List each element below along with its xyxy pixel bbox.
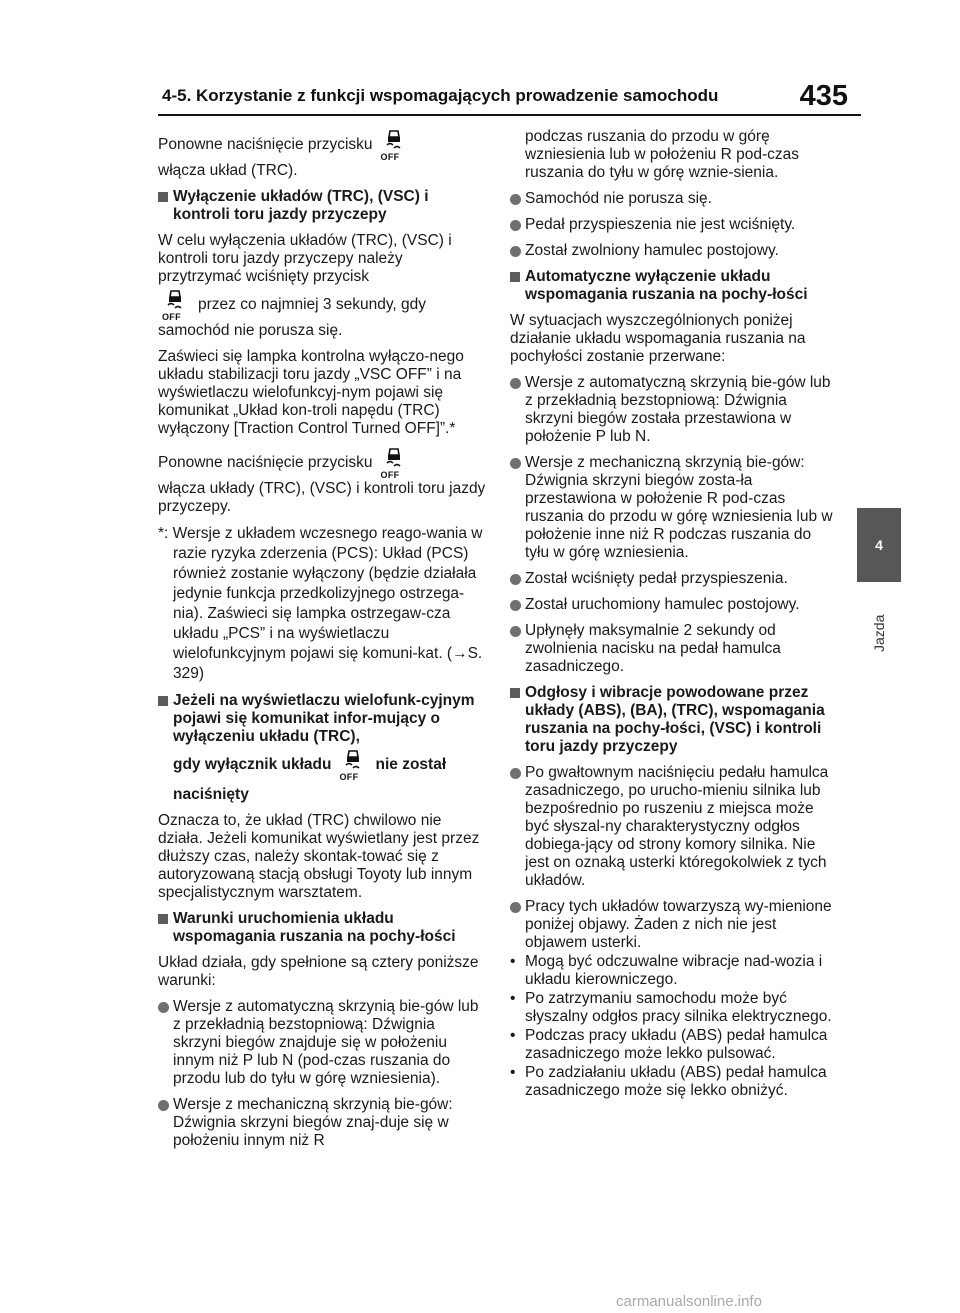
list-item: Został zwolniony hamulec postojowy. bbox=[510, 242, 838, 260]
section-heading-line: gdy wyłącznik układu OFF nie został bbox=[158, 748, 486, 782]
sub-list-item: • Mogą być odczuwalne wibracje nad-wozia i układu kierowniczego. bbox=[510, 953, 838, 989]
vsc-off-icon: OFF bbox=[381, 128, 409, 162]
list-item: Wersje z automatyczną skrzynią bie-gów lub z przekładnią bezstopniową: Dźwignia skrzyni biegów została przestawiona w położenie P lub N. bbox=[510, 374, 838, 446]
vsc-off-icon: OFF bbox=[162, 288, 190, 322]
list-item: Pracy tych układów towarzyszą wy-mienione poniżej objawy. Żaden z nich nie jest objawem usterki. bbox=[510, 898, 838, 952]
vsc-off-icon: OFF bbox=[340, 748, 368, 782]
paragraph-text: Ponowne naciśnięcie przycisku bbox=[158, 136, 373, 153]
list-item: Samochód nie porusza się. bbox=[510, 190, 838, 208]
list-item: Wersje z mechaniczną skrzynią bie-gów: Dźwignia skrzyni biegów znaj-duje się w położeniu innym niż R bbox=[158, 1096, 486, 1150]
page-header bbox=[162, 80, 862, 112]
sub-list-item: • Po zadziałaniu układu (ABS) pedał hamulca zasadniczego może się lekko obniżyć. bbox=[510, 1064, 838, 1100]
vsc-off-icon: OFF bbox=[381, 446, 409, 480]
section-heading: Odgłosy i wibracje powodowane przez układy (ABS), (BA), (TRC), wspomagania ruszania na pochy-łości, (VSC) i kontroli toru jazdy przyczepy bbox=[510, 684, 838, 756]
header-divider bbox=[158, 114, 861, 116]
section-heading-line: naciśnięty bbox=[173, 786, 249, 803]
paragraph: Zaświeci się lampka kontrolna wyłączo-nego układu stabilizacji toru jazdy „VSC OFF” i na wyświetlaczu wielofunkcyj-nym pojawi się komunikat „Układ kon-troli napędu (TRC) wyłączony [Traction Control Turned OFF]”.* bbox=[158, 348, 464, 437]
paragraph: podczas ruszania do przodu w górę wzniesienia lub w położeniu R pod-czas ruszania do tyłu w górę wznie-sienia. bbox=[525, 128, 799, 181]
paragraph: Układ działa, gdy spełnione są cztery poniższe warunki: bbox=[158, 954, 479, 989]
sub-list-item: • Po zatrzymaniu samochodu może być słyszalny odgłos pracy silnika elektrycznego. bbox=[510, 990, 838, 1026]
paragraph: W celu wyłączenia układów (TRC), (VSC) i kontroli toru jazdy przyczepy należy przytrzymać wciśnięty przycisk bbox=[158, 232, 452, 285]
chapter-tab[interactable]: 4 bbox=[857, 508, 901, 582]
paragraph bbox=[158, 288, 486, 322]
list-item: Wersje z automatyczną skrzynią bie-gów lub z przekładnią bezstopniową: Dźwignia skrzyni biegów znajduje się w położeniu innym niż P lub N (pod-czas ruszania do przodu lub do tyłu w górę wzniesienia). bbox=[158, 998, 486, 1088]
sub-list-item: • Podczas pracy układu (ABS) pedał hamulca zasadniczego może lekko pulsować. bbox=[510, 1027, 838, 1063]
chapter-tab-label: Jazda bbox=[871, 614, 887, 652]
page-number: 435 bbox=[799, 80, 848, 112]
footnote: *: Wersje z układem wczesnego reago-wania w razie ryzyka zderzenia (PCS): Układ (PCS) również zostanie wyłączony (będzie działała jedynie funkcja przedkolizyjnego ostrzega-nia). Zaświeci się lampka ostrzegaw-cza układu „PCS” i na wyświetlaczu wielofunkcyjnym pojawi się komuni-kat. (→S. 329) bbox=[158, 525, 483, 682]
section-heading: Wyłączenie układów (TRC), (VSC) i kontroli toru jazdy przyczepy bbox=[158, 188, 486, 224]
left-column bbox=[158, 128, 486, 1158]
list-item: Wersje z mechaniczną skrzynią bie-gów: Dźwignia skrzyni biegów zosta-ła przestawiona w położenie R pod-czas ruszania do przodu w górę wzniesienia lub w położenie inne niż R podczas ruszania do tyłu w górę wzniesienia. bbox=[510, 454, 838, 562]
watermark: carmanualsonline.info bbox=[616, 1293, 762, 1310]
paragraph bbox=[158, 128, 486, 162]
paragraph: W sytuacjach wyszczególnionych poniżej działanie układu wspomagania ruszania na pochyłości zostanie przerwane: bbox=[510, 312, 806, 365]
list-item: Został uruchomiony hamulec postojowy. bbox=[510, 596, 838, 614]
section-heading: Automatyczne wyłączenie układu wspomagania ruszania na pochy-łości bbox=[510, 268, 838, 304]
list-item: Został wciśnięty pedał przyspieszenia. bbox=[510, 570, 838, 588]
paragraph bbox=[158, 446, 486, 480]
list-item: Upłynęły maksymalnie 2 sekundy od zwolnienia nacisku na pedał hamulca zasadniczego. bbox=[510, 622, 838, 676]
section-title: 4-5. Korzystanie z funkcji wspomagających prowadzenie samochodu bbox=[162, 86, 719, 105]
paragraph: Oznacza to, że układ (TRC) chwilowo nie działa. Jeżeli komunikat wyświetlany jest przez dłuższy czas, należy skontak-tować się z autoryzowaną stacją obsługi Toyoty lub innym specjalistycznym warsztatem. bbox=[158, 812, 480, 901]
section-heading: Jeżeli na wyświetlaczu wielofunk-cyjnym pojawi się komunikat infor-mujący o wyłączeniu układu (TRC), bbox=[158, 692, 486, 746]
paragraph: włącza układy (TRC), (VSC) i kontroli toru jazdy przyczepy. bbox=[158, 480, 486, 515]
section-heading: Warunki uruchomienia układu wspomagania ruszania na pochy-łości bbox=[158, 910, 486, 946]
list-item: Po gwałtownym naciśnięciu pedału hamulca zasadniczego, po urucho-mieniu silnika lub bezpośrednio po ruszeniu z miejsca może być słyszal-ny charakterystyczny odgłos dobiega-jący od strony komory silnika. Nie jest on oznaką usterki któregokolwiek z tych układów. bbox=[510, 764, 838, 890]
paragraph: samochód nie porusza się. bbox=[158, 322, 343, 339]
paragraph: włącza układ (TRC). bbox=[158, 162, 298, 179]
right-column bbox=[510, 128, 838, 1101]
list-item: Pedał przyspieszenia nie jest wciśnięty. bbox=[510, 216, 838, 234]
paragraph-text: przez co najmniej 3 sekundy, gdy bbox=[198, 296, 427, 313]
paragraph-text: Ponowne naciśnięcie przycisku bbox=[158, 454, 373, 471]
